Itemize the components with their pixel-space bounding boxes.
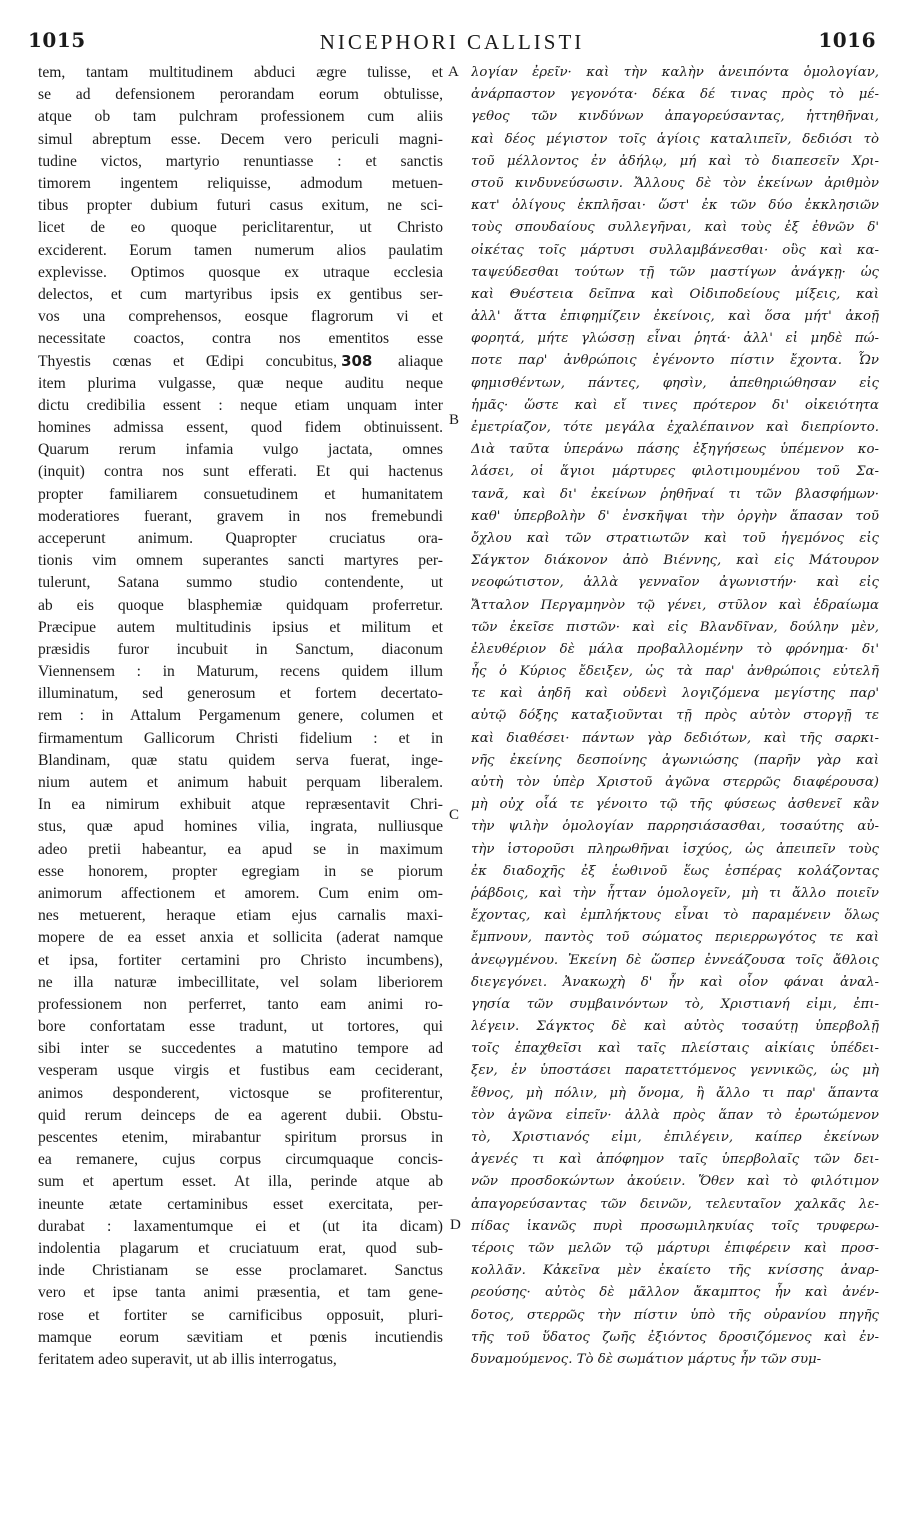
greek-line: ἔχοντας, καὶ ἐμπλήκτους εἶναι τὸ παραμένειν ὅλως	[471, 908, 879, 924]
latin-line: vos una comprehensos, eosque flagrorum vi et	[38, 308, 443, 326]
running-title: NICEPHORI CALLISTI	[319, 30, 585, 54]
latin-line: rem : in Attalum Pergamenum genere, columen et	[38, 707, 443, 725]
greek-line: γεθος τῶν κινδύνων ἀπαγορεύσαντας, ἡττηθῆναι,	[471, 109, 879, 125]
section-marker-c: C	[449, 807, 460, 823]
latin-line: Viennensem : in Maturum, recens quidem illum	[38, 663, 443, 681]
greek-line: ταψεύδεσθαι τούτων τῇ τῶν μαστίγων ἀνάγκῃ· ὡς	[471, 264, 879, 280]
latin-line: dictu credibilia essent : neque etiam unquam inter	[38, 396, 443, 414]
latin-line: sibi inter se succedentes a matutino tempore ad	[38, 1040, 443, 1058]
latin-line: se ad defensionem perorandam eorum obtulisse,	[38, 86, 443, 104]
greek-line: δυναμούμενος. Τὸ δὲ σωμάτιον μάρτυς ἦν τῶν συμ-	[471, 1351, 822, 1367]
latin-line: pescentes etenim, mirabantur spiritum prorsus in	[38, 1129, 443, 1146]
latin-line: sum et apertum esset. At illa, perinde atque ab	[38, 1173, 443, 1191]
latin-line: tudine victos, martyrio renuntiasse : et sanctis	[38, 152, 443, 170]
greek-line: στοῦ κινδυνεύσωσιν. Ἄλλους δὲ τὸν ἐκείνων ἀριθμὸν	[471, 175, 879, 191]
latin-line: mamque eorum sævitiam et pœnis incutiendis	[38, 1328, 443, 1346]
greek-line: γησία τῶν συμβαινόντων τὸ, Χριστιανή εἰμι, ἐπι-	[471, 996, 879, 1012]
greek-line: ξεν, ἐν ὑποστάσει παρατεττόμενος γεννικῶς, ὡς μὴ	[471, 1063, 879, 1079]
latin-line-tail: aliaque	[376, 353, 443, 371]
latin-line: Quarum rerum infamia vulgo jactata, omnes	[38, 441, 443, 459]
greek-line: φημισθέντων, πάντες, φησὶν, ἀπεθηριώθησαν εἰς	[471, 375, 879, 391]
latin-line: simul abreptum esse. Decem vero periculi magni-	[38, 130, 443, 148]
greek-line: ἡμᾶς· ὥστε καὶ εἴ τινες πρότερον δι' οἰκειότητα	[471, 397, 879, 413]
greek-line: νεοφώτιστον, ἀλλὰ γενναῖον ἀγωνιστήν· καὶ εἰς	[471, 575, 879, 591]
greek-line: τῆς τοῦ ὕδατος ζωῆς ἐξιόντος δροσιζόμενος καὶ ἐν-	[471, 1329, 879, 1345]
latin-line: mopere de ea esset anxia et sollicita (aderat namque	[38, 929, 443, 947]
greek-line: πίδας ἱκανῶς πυρὶ προσωμιληκυίας τοῖς τρυφερω-	[471, 1218, 879, 1234]
latin-line: exciderent. Eorum tamen numerum alios paulatim	[38, 241, 443, 259]
latin-line: ea remanere, cujus corpus circumquaque concis-	[38, 1151, 443, 1169]
latin-line: nium autem et animum habuit perquam liberalem.	[38, 774, 443, 791]
greek-line: τέροις τῶν μελῶν τῷ μάρτυρι ἐπιφέρειν καὶ προσ-	[471, 1240, 879, 1256]
greek-line: ἀνεῳγμένου. Ἐκείνη δὲ ὥσπερ ἐννεάζουσα τοῖς ἄθλοις	[471, 952, 879, 968]
latin-line: vero et ipse tanta animi præsentia, et tam gene-	[38, 1284, 443, 1302]
latin-line: professionem non perferret, tanto eam animi ro-	[38, 995, 443, 1013]
greek-line: οἰκέτας τοῖς μάρτυσι συλλαμβάνεσθαι· οὓς καὶ κα-	[471, 242, 879, 258]
latin-line: timorem ingentem reliquisse, admodum metuen-	[38, 174, 443, 192]
latin-line: (inquit) contra nos sunt efferati. Et qui hactenus	[38, 463, 443, 481]
greek-line: ἐμετρίαζον, τότε μεγάλα ἐχαλέπαινον καὶ διεπρίοντο.	[471, 420, 879, 435]
latin-line: feritatem adeo superavit, ut ab illis interrogatus,	[38, 1350, 337, 1368]
greek-line: κατ' ὀλίγους ἐκπλῆσαι· ὥστ' ἐκ τῶν δύο ἐκκλησιῶν	[471, 198, 879, 214]
latin-line: inde Christianam se esse proclamaret. Sanctus	[38, 1262, 443, 1280]
column-number: 308	[341, 352, 373, 371]
greek-line: ἀνάρπαστον γεγονότα· δέκα δέ τινας πρὸς τὸ μέ-	[471, 87, 879, 103]
latin-line: durabat : laxamentumque ei et (ut ita dicam)	[38, 1217, 443, 1235]
latin-line: esse honorem, propter egregiam in se piorum	[38, 862, 443, 880]
latin-line	[38, 350, 443, 372]
greek-line: Σάγκτον διάκονον ἀπὸ Βιέννης, καὶ εἰς Μάτουρον	[471, 553, 879, 569]
latin-line: animorum affectionem et amorem. Cum enim om-	[38, 884, 443, 902]
greek-line: μὴ οὐχ οἷά τε γένοιτο τῷ τῆς φύσεως ἀσθενεῖ κἂν	[471, 797, 879, 813]
greek-line: ποτε παρ' ἀνθρώποις ἐγένοντο πίστιν ἔχοντα. Ὧν	[471, 353, 879, 369]
greek-line: δοτος, στερρῶς τὴν πίστιν ὑπὸ τῆς οὐρανίου πηγῆς	[471, 1307, 879, 1323]
page-number-left: 1015	[28, 28, 86, 52]
latin-line: ab eis quoque blasphemiæ quidquam proferretur.	[38, 596, 443, 614]
latin-line: Blandinam, quæ statu quidem serva fuerat, inge-	[38, 751, 443, 769]
latin-line: et ipsa, fortiter certamini pro Christo incumbens),	[38, 951, 443, 969]
greek-line: λάσει, οἱ ἅγιοι μάρτυρες φιλοτιμουμένου τοῦ Σα-	[471, 464, 879, 480]
greek-line: τὴν ψιλὴν ὁμολογίαν παρρησιάσασθαι, τοσαύτης αὐ-	[471, 819, 879, 835]
greek-line: τοῖς ἐπαχθεῖσι καὶ ταῖς πλείσταις αἰκίαις ὑπέδει-	[471, 1041, 879, 1057]
greek-line: τανᾶ, καὶ δι' ἐκείνων ῥηθῆναί τι τῶν βλασφήμων·	[471, 486, 879, 502]
greek-line: τοῦ μέλλοντος ἐν ἀδήλῳ, μή καὶ τὸ διαπεσεῖν Χρι-	[471, 153, 879, 169]
latin-line: quid rerum deinceps de ea agerent dubii. Obstu-	[38, 1106, 443, 1124]
latin-line: necessitate coactos, contra nos ementitos esse	[38, 330, 443, 348]
greek-line: Ἄτταλον Περγαμηνὸν τῷ γένει, στῦλον καὶ ἑδραίωμα	[471, 597, 879, 613]
greek-line: ὄχλου καὶ τῶν στρατιωτῶν καὶ τοῦ ἡγεμόνος εἰς	[471, 530, 879, 546]
greek-line: αὐτῷ δόξης καταξιοῦνται τῇ πρὸς αὐτὸν στοργῇ τε	[471, 708, 879, 724]
greek-line: φορητά, μήτε γλώσσῃ εἶναι ῥητά· ἀλλ' εἰ μηδὲ πώ-	[471, 331, 879, 347]
greek-line: ἐκ διαδοχῆς ἐξ ἑωθινοῦ ἕως ἑσπέρας κολάζοντας	[471, 863, 879, 879]
latin-line: illuminatum, sed generosum et fortem decertato-	[38, 685, 443, 703]
latin-line: animos desponderent, victosque se profiterentur,	[38, 1084, 443, 1102]
greek-line: διεγεγόνει. Ἀνακωχὴ δ' ἦν καὶ οἷον φάναι ἀναλ-	[471, 974, 879, 990]
latin-line: ne illa naturæ imbecillitate, vel solam liberiorem	[38, 973, 443, 991]
greek-line: νῆς ἐκείνης δεσποίνης ἀγωνιώσης (παρῆν γὰρ καὶ	[471, 752, 879, 768]
greek-line: ἔθνος, μὴ πόλιν, μὴ ὄνομα, ἢ ἄλλο τι παρ' ἅπαντα	[471, 1085, 879, 1101]
greek-line: ῥάβδοις, καὶ τὴν ἧτταν ὁμολογεῖν, μὴ τι ἄλλο ποιεῖν	[471, 885, 879, 901]
greek-line: τοὺς σπουδαίους συλλεγῆναι, καὶ τοὺς ἐξ ἐθνῶν δ'	[471, 220, 879, 236]
page-number-right: 1016	[818, 28, 876, 52]
greek-line: ἀγενές τι καὶ ἀπόφημον ταῖς ὑπερβολαῖς τῶν δει-	[471, 1152, 879, 1168]
latin-line: explevisse. Optimos quosque ex utraque ecclesia	[38, 263, 443, 281]
latin-line: ineunte ætate certaminibus esset exercitata, per-	[38, 1195, 443, 1213]
greek-line: λέγειν. Σάγκτος δὲ καὶ αὐτὸς τοσαύτῃ ὑπερβολῇ	[471, 1019, 879, 1035]
latin-line: tulerunt, Satana summo studio contendente, ut	[38, 574, 443, 592]
latin-line: In ea nimirum exhibuit atque repræsentavit Chri-	[38, 796, 443, 814]
section-marker-d: D	[450, 1217, 461, 1233]
greek-line: ρεούσης· αὐτὸς δὲ μᾶλλον ἄκαμπτος ἦν καὶ ἀνέν-	[471, 1285, 879, 1301]
latin-line: moderatiores fuerant, gravem in nos fremebundi	[38, 507, 443, 525]
latin-line: propter familiarem consuetudinem et humanitatem	[38, 485, 443, 503]
latin-line: adeo pretii habeantur, ea apud se in maximum	[38, 840, 443, 858]
latin-line: Præcipue autem multitudinis ipsius et militum et	[38, 618, 443, 636]
greek-line: ἐλευθέριον δὲ μάλα προβαλλομένην τὸ φρόνημα· δι'	[471, 641, 879, 657]
greek-line: καὶ δέος μέγιστον τοῖς ἁγίοις καταλιπεῖν, δεδιόσι τὸ	[471, 131, 879, 147]
greek-line: καθ' ὑπερβολὴν δ' ἐνσκῆψαι τὴν ὀργὴν ἅπασαν τοῦ	[471, 508, 879, 524]
greek-line: ἀπαγορεύσαντας τῶν δεινῶν, τελευταῖον χαλκᾶς λε-	[471, 1196, 879, 1212]
latin-line: tionis vim omnem superantes sancti martyres per-	[38, 552, 443, 570]
latin-line: tibus propter dubium futuri casus exitum, ne sci-	[38, 197, 443, 215]
latin-line-text: Thyestis cœnas et Œdipi concubitus,	[38, 353, 338, 371]
latin-column	[38, 62, 443, 1371]
latin-line: atque ob tam pulchram professionem cum aliis	[38, 108, 443, 126]
greek-line: νῶν προσδοκώντων ἀκούειν. Ὅθεν καὶ τὸ φιλότιμον	[471, 1174, 879, 1190]
latin-line: vesperam usque virgis et fustibus eam ceciderant,	[38, 1062, 443, 1080]
greek-line: ἔμπνουν, παντὸς τοῦ σώματος περιερρωγότος τε καὶ	[471, 930, 879, 946]
greek-line: τὴν ἱστοροῦσι πληρωθῆναι ἰσχύος, ὡς ἀπειπεῖν τοὺς	[471, 841, 879, 857]
greek-line: καὶ διαθέσει· πάντων γὰρ δεδιότων, καὶ τῆς σαρκι-	[471, 730, 879, 746]
section-marker-a: A	[448, 64, 459, 80]
greek-line: αὐτὴ τὸν ὑπὲρ Χριστοῦ ἀγῶνα στερρῶς διαφέρουσα)	[471, 775, 879, 790]
greek-line: ἧς ὁ Κύριος ἔδειξεν, ὡς τὰ παρ' ἀνθρώποις εὐτελῆ	[471, 664, 879, 680]
greek-line: κολλᾶν. Κἀκεῖνα μὲν ἐκαίετο τῆς κνίσσης ἀναρ-	[471, 1263, 879, 1279]
latin-line: tem, tantam multitudinem abduci ægre tulisse, et	[38, 64, 443, 81]
latin-line: delectos, et cum martyribus ipsis ex gentibus ser-	[38, 285, 443, 303]
greek-line: τὸ, Χριστιανός εἰμι, ἐπιλέγειν, καίπερ ἐκείνων	[471, 1130, 879, 1145]
latin-line: licet de eo quoque periclitarentur, ut Christo	[38, 219, 443, 237]
latin-line: præsidis furor incubuit in Sanctum, diaconum	[38, 640, 443, 658]
greek-line: τὸν ἀγῶνα εἰπεῖν· ἀλλὰ πρὸς ἅπαν τὸ ἐρωτώμενον	[471, 1107, 879, 1123]
greek-line: Διὰ ταῦτα ὑπεράνω πάσης ἐξηγήσεως ὑπέμενον κο-	[471, 442, 879, 458]
greek-line: καὶ Θυέστεια δεῖπνα καὶ Οἰδιποδείους μίξεις, καὶ	[471, 286, 879, 302]
latin-line: indolentia plagarum et cruciatuum erat, quod sub-	[38, 1239, 443, 1257]
greek-line: λογίαν ἐρεῖν· καὶ τὴν καλὴν ἀνειπόντα ὁμολογίαν,	[471, 65, 879, 80]
latin-line: item plurima vulgasse, quæ neque auditu neque	[38, 374, 443, 392]
latin-line: stus, quæ apud homines vilia, ingrata, nulliusque	[38, 818, 443, 836]
greek-line: τῶν ἐκεῖσε πιστῶν· καὶ εἰς Βλανδῖναν, δούλην μὲν,	[471, 619, 879, 635]
section-marker-b: B	[449, 412, 460, 428]
latin-line: nes metuerent, heraque etiam ejus carnalis maxi-	[38, 907, 443, 925]
latin-line: firmamentum Gallicorum Christi fidelium : et in	[38, 729, 443, 747]
latin-line: rose et fortiter se carnificibus opposuit, pluri-	[38, 1306, 443, 1324]
latin-line: homines admissa essent, quod fidem obtinuissent.	[38, 419, 443, 436]
greek-line: ἀλλ' ἅττα ἐπιφημίζειν ἐκείνοις, καὶ ὅσα μήτ' ἀκοῇ	[471, 309, 879, 325]
latin-line: acceperunt animum. Quapropter cruciatus ora-	[38, 529, 443, 547]
latin-line: bore confortatam esse tradunt, ut tortores, qui	[38, 1018, 443, 1036]
greek-line: τε καὶ ἀηδῆ καὶ οὐδενὶ λογιζόμενα μεγίστης παρ'	[471, 686, 879, 702]
greek-column	[471, 62, 879, 1371]
page-header	[28, 28, 876, 58]
